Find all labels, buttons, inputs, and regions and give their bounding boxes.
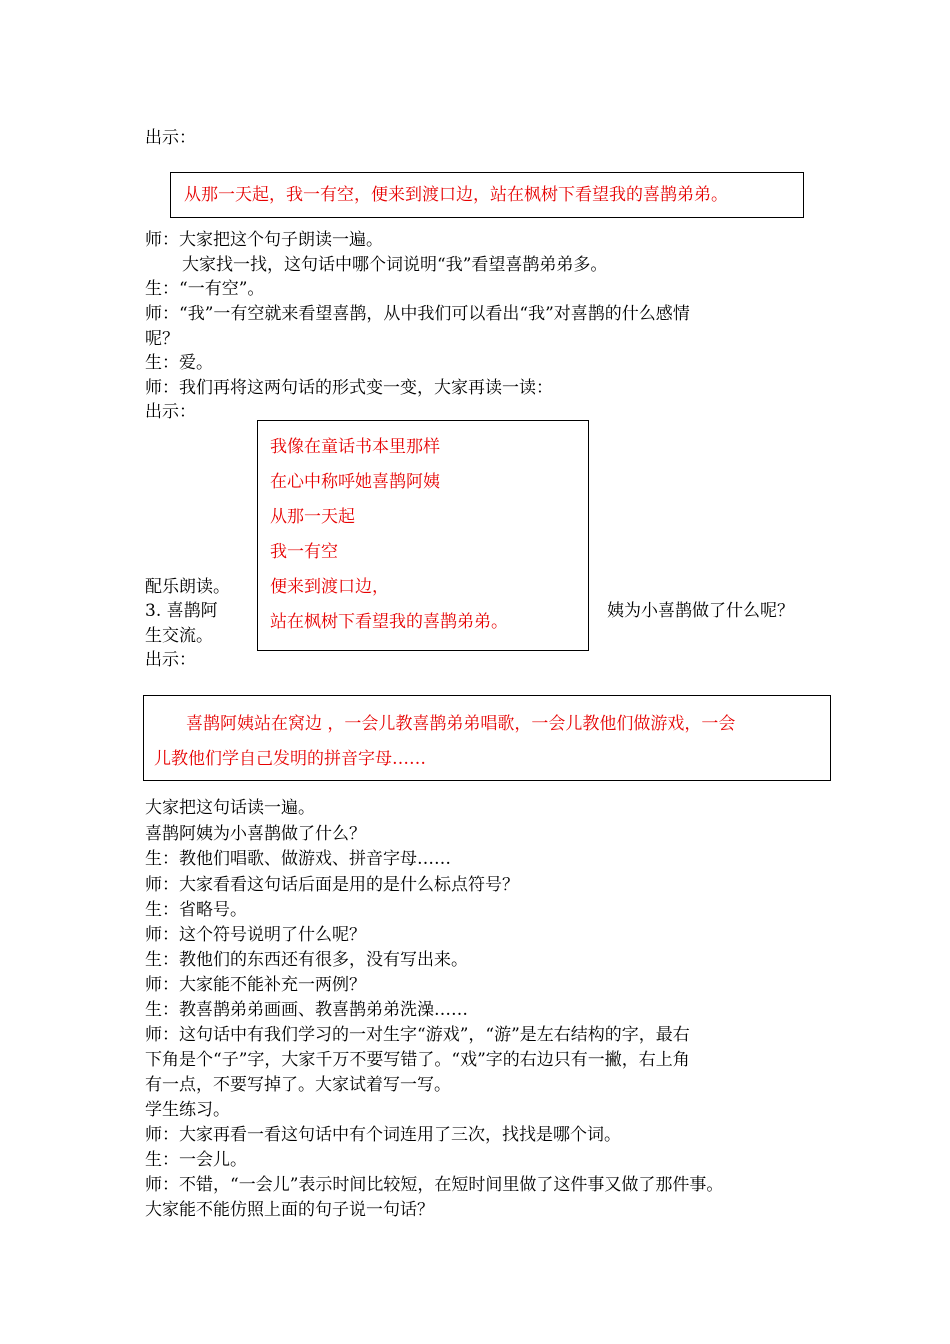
dialogue-line: 师：这句话中有我们学习的一对生字“游戏”，“游”是左右结构的字，最右 — [145, 1025, 690, 1045]
poem-line: 我像在童话书本里那样 — [270, 437, 440, 457]
dialogue-line: 师：我们再将这两句话的形式变一变，大家再读一读： — [145, 378, 553, 398]
dialogue-line: 大家找一找，这句话中哪个词说明“我”看望喜鹊弟弟多。 — [182, 255, 608, 275]
dialogue-line: 有一点，不要写掉了。大家试着写一写。 — [145, 1075, 451, 1095]
dialogue-line: 生：教他们唱歌、做游戏、拼音字母…… — [145, 849, 451, 869]
dialogue-line: 生：爱。 — [145, 353, 213, 373]
poem-line: 便来到渡口边， — [270, 577, 389, 597]
dialogue-line: 喜鹊阿姨为小喜鹊做了什么？ — [145, 824, 366, 844]
poem-line: 在心中称呼她喜鹊阿姨 — [270, 472, 440, 492]
dialogue-line: 师：大家把这个句子朗读一遍。 — [145, 230, 383, 250]
dialogue-line: 生：省略号。 — [145, 900, 247, 920]
dialogue-line: 师：大家再看一看这句话中有个词连用了三次，找找是哪个词。 — [145, 1125, 621, 1145]
dialogue-line: 师：“我”一有空就来看望喜鹊，从中我们可以看出“我”对喜鹊的什么感情 — [145, 304, 690, 324]
poem-line: 站在枫树下看望我的喜鹊弟弟。 — [270, 612, 508, 632]
dialogue-line: 师：大家能不能补充一两例？ — [145, 975, 366, 995]
show-label: 出示： — [145, 650, 196, 670]
dialogue-line: 生：“一有空”。 — [145, 279, 265, 299]
show-label: 出示： — [145, 402, 196, 422]
show-label: 出示： — [145, 128, 196, 148]
side-line: 3. 喜鹊阿 — [145, 601, 218, 621]
dialogue-line: 大家能不能仿照上面的句子说一句话？ — [145, 1200, 434, 1220]
dialogue-line: 师：不错，“一会儿”表示时间比较短，在短时间里做了这件事又做了那件事。 — [145, 1175, 724, 1195]
dialogue-line: 大家把这句话读一遍。 — [145, 798, 315, 818]
dialogue-line: 师：这个符号说明了什么呢？ — [145, 925, 366, 945]
dialogue-line: 学生练习。 — [145, 1100, 230, 1120]
quote-paragraph-line: 喜鹊阿姨站在窝边 ，一会儿教喜鹊弟弟唱歌，一会儿教他们做游戏，一会 — [186, 714, 736, 734]
dialogue-line: 生：教他们的东西还有很多，没有写出来。 — [145, 950, 468, 970]
dialogue-line: 下角是个“子”字，大家千万不要写错了。“戏”字的右边只有一撇，右上角 — [145, 1050, 690, 1070]
quote-box-1 — [170, 172, 804, 218]
quote-sentence-1: 从那一天起，我一有空，便来到渡口边，站在枫树下看望我的喜鹊弟弟。 — [184, 185, 728, 205]
dialogue-line: 呢？ — [145, 329, 179, 349]
side-line: 配乐朗读。 — [145, 577, 230, 597]
dialogue-line: 生：一会儿。 — [145, 1150, 247, 1170]
quote-paragraph-line: 儿教他们学自己发明的拼音字母…… — [154, 749, 426, 769]
side-line-right: 姨为小喜鹊做了什么呢？ — [607, 601, 794, 621]
dialogue-line: 生：教喜鹊弟弟画画、教喜鹊弟弟洗澡…… — [145, 1000, 468, 1020]
dialogue-line: 师：大家看看这句话后面是用的是什么标点符号？ — [145, 875, 519, 895]
poem-line: 从那一天起 — [270, 507, 355, 527]
side-line: 生交流。 — [145, 626, 213, 646]
quote-box-2 — [143, 695, 831, 781]
poem-box — [257, 420, 589, 651]
poem-line: 我一有空 — [270, 542, 338, 562]
